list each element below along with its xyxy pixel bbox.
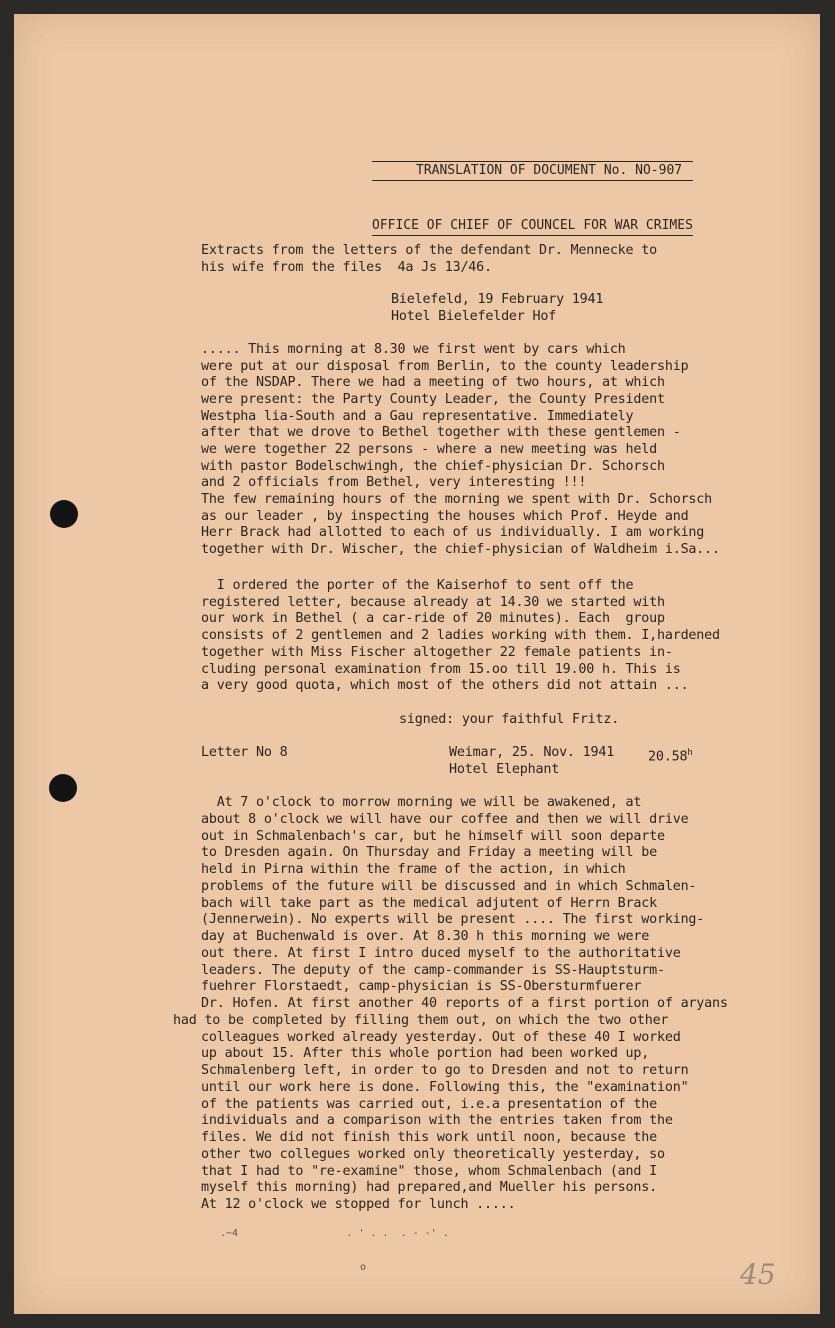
letter1-signature: signed: your faithful Fritz. [399, 712, 620, 727]
text-line: day at Buchenwald is over. At 8.30 h this morning we were [201, 929, 650, 944]
text-line: Herr Brack had allotted to each of us individually. I am working [201, 525, 705, 541]
text-line: had to be completed by filling them out, on which the two other [173, 1012, 669, 1028]
text-line: At 7 o'clock to morrow morning we will be awakened, at [201, 795, 642, 810]
letter2-time-value: 20.58 [648, 749, 688, 765]
text-line: fuehrer Florstaedt, camp-physician is SS-Obersturmfuerer [201, 979, 642, 995]
text-line: held in Pirna within the frame of the action, in which [201, 862, 626, 877]
text-line: cluding personal examination from 15.oo till 19.00 h. This is [201, 661, 681, 677]
text-line: At 12 o'clock we stopped for lunch ..... [201, 1197, 516, 1212]
text-line: up about 15. After this whole portion had been worked up, [201, 1046, 650, 1062]
letter2-place-date: Weimar, 25. Nov. 1941 [449, 745, 615, 760]
text-line: our work in Bethel ( a car-ride of 20 minutes). Each group [201, 611, 665, 627]
ink-specks: .~4 . ' . . . - -' . [220, 1228, 449, 1239]
text-line: I ordered the porter of the Kaiserhof to sent off the [201, 578, 634, 593]
text-line: Schmalenberg left, in order to go to Dresden and not to return [201, 1063, 689, 1078]
text-line: we were together 22 persons - where a new meeting was held [201, 441, 657, 457]
text-line: consists of 2 gentlemen and 2 ladies working with them. I,hardened [201, 628, 720, 644]
text-line: together with Dr. Wischer, the chief-physician of Waldheim i.Sa... [201, 541, 720, 557]
text-line: registered letter, because already at 14.30 we started with [201, 594, 665, 610]
text-line: ..... This morning at 8.30 we first went by cars which [201, 342, 626, 357]
text-line: were present: the Party County Leader, the County President [201, 391, 665, 407]
text-line: with pastor Bodelschwingh, the chief-physician Dr. Schorsch [201, 458, 665, 474]
text-line: together with Miss Fischer altogether 22 female patients in- [201, 644, 673, 660]
text-line: of the patients was carried out, i.e.a presentation of the [201, 1096, 657, 1112]
punch-hole [49, 774, 77, 802]
document-header [372, 125, 693, 254]
intro-line: Extracts from the letters of the defendant Dr. Mennecke to [201, 243, 657, 258]
text-line: about 8 o'clock we will have our coffee and then we will drive [201, 811, 689, 827]
text-line: were put at our disposal from Berlin, to the county leadership [201, 358, 689, 374]
text-line: out there. At first I intro duced myself to the authoritative [201, 945, 681, 961]
letter2-hotel: Hotel Elephant [449, 762, 560, 777]
text-line: problems of the future will be discussed and in which Schmalen- [201, 878, 697, 894]
text-line: other two collegues worked only theoretically yesterday, so [201, 1146, 665, 1162]
text-line: bach will take part as the medical adjutent of Herrn Brack [201, 895, 657, 911]
letter1-hotel: Hotel Bielefelder Hof [391, 309, 557, 324]
text-line: individuals and a comparison with the entries taken from the [201, 1113, 673, 1129]
text-line: after that we drove to Bethel together with these gentlemen - [201, 425, 681, 441]
text-line: leaders. The deputy of the camp-commander is SS-Hauptsturm- [201, 962, 665, 978]
text-line: of the NSDAP. There we had a meeting of two hours, at which [201, 375, 665, 391]
punch-hole [50, 500, 78, 528]
text-line: as our leader , by inspecting the houses which Prof. Heyde and [201, 508, 689, 524]
text-line: colleagues worked already yesterday. Out of these 40 I worked [201, 1029, 681, 1045]
text-line: out in Schmalenbach's car, but he himself will soon departe [201, 828, 665, 844]
letter2-time-unit: h [687, 748, 693, 758]
header-translation-line: TRANSLATION OF DOCUMENT No. NO-907 [372, 161, 693, 181]
text-line: Westpha lia-South and a Gau representative. Immediately [201, 408, 634, 424]
text-line: to Dresden again. On Thursday and Friday a meeting will be [201, 845, 657, 861]
ink-specks: o [360, 1262, 367, 1273]
header-office-line: OFFICE OF CHIEF OF COUNCEL FOR WAR CRIMES [372, 217, 693, 236]
text-line: myself this morning) had prepared,and Mueller his persons. [201, 1180, 657, 1196]
text-line: (Jennerwein). No experts will be present .... The first working- [201, 912, 705, 928]
letter2-label: Letter No 8 [201, 745, 288, 760]
text-line: Dr. Hofen. At first another 40 reports of a first portion of aryans [201, 996, 728, 1011]
intro-line: his wife from the files 4a Js 13/46. [201, 260, 492, 275]
text-line: until our work here is done. Following this, the "examination" [201, 1079, 689, 1095]
text-line: files. We did not finish this work until noon, because the [201, 1130, 657, 1145]
text-line: that I had to "re-examine" those, whom Schmalenbach (and I [201, 1163, 657, 1179]
text-line: and 2 officials from Bethel, very interesting !!! [201, 475, 587, 491]
text-line: The few remaining hours of the morning we spent with Dr. Schorsch [201, 491, 713, 507]
text-line: a very good quota, which most of the others did not attain ... [201, 678, 689, 694]
handwritten-page-number: 45 [740, 1258, 776, 1291]
letter1-place-date: Bielefeld, 19 February 1941 [391, 292, 604, 307]
letter2-time [648, 745, 693, 766]
